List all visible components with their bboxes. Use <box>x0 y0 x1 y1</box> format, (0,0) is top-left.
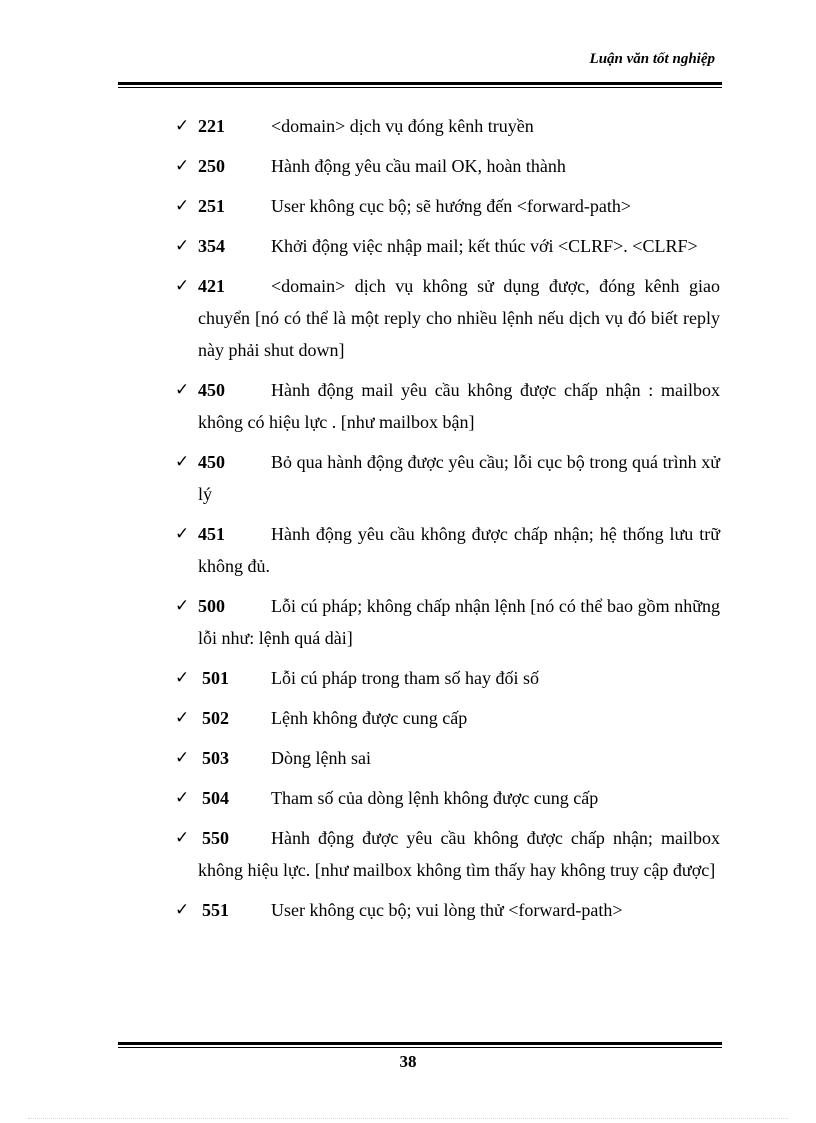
reply-code-entry <box>175 270 720 366</box>
reply-code: 450 <box>198 452 225 472</box>
checkmark-icon: ✓ <box>175 668 190 688</box>
checkmark-icon: ✓ <box>175 748 190 768</box>
checkmark-icon: ✓ <box>175 524 190 544</box>
reply-code-entry <box>175 662 720 694</box>
reply-code-description: <domain> dịch vụ không sử dụng được, đóng kênh giao chuyển [nó có thể là một reply cho nhiều lệnh nếu dịch vụ đó biết reply này phải shut down] <box>198 276 720 360</box>
reply-code-description: Lỗi cú pháp; không chấp nhận lệnh [nó có thể bao gồm những lỗi như: lệnh quá dài] <box>198 596 720 648</box>
reply-code-entry <box>175 702 720 734</box>
checkmark-icon: ✓ <box>175 596 190 616</box>
reply-code-description: Hành động yêu cầu mail OK, hoàn thành <box>271 156 566 176</box>
reply-code-description: Hành động được yêu cầu không được chấp nhận; mailbox không hiệu lực. [như mailbox không tìm thấy hay không truy cập được] <box>198 828 720 880</box>
reply-code: 504 <box>202 788 229 808</box>
reply-code-entry <box>175 782 720 814</box>
reply-code: 450 <box>198 380 225 400</box>
checkmark-icon: ✓ <box>175 116 190 136</box>
reply-code-entry <box>175 230 720 262</box>
reply-code-entry <box>175 822 720 886</box>
reply-code-entry <box>175 590 720 654</box>
checkmark-icon: ✓ <box>175 900 190 920</box>
reply-code-entry <box>175 518 720 582</box>
reply-code-description: Hành động mail yêu cầu không được chấp nhận : mailbox không có hiệu lực . [như mailbox bận] <box>198 380 720 432</box>
page-bottom-edge <box>28 1118 788 1119</box>
reply-code: 503 <box>202 748 229 768</box>
header-rule-thick <box>118 82 722 85</box>
reply-code-description: User không cục bộ; sẽ hướng đến <forward-path> <box>271 196 631 216</box>
reply-code-description: <domain> dịch vụ đóng kênh truyền <box>271 116 534 136</box>
reply-code-entry <box>175 742 720 774</box>
reply-code-description: Lệnh không được cung cấp <box>271 708 468 728</box>
reply-code-description: Lỗi cú pháp trong tham số hay đối số <box>271 668 539 688</box>
reply-code: 451 <box>198 524 225 544</box>
reply-code-list <box>175 110 720 934</box>
reply-code-entry <box>175 446 720 510</box>
checkmark-icon: ✓ <box>175 236 190 256</box>
reply-code-entry <box>175 190 720 222</box>
reply-code: 251 <box>198 196 225 216</box>
reply-code-description: Bỏ qua hành động được yêu cầu; lỗi cục bộ trong quá trình xử lý <box>198 452 720 504</box>
reply-code-entry <box>175 894 720 926</box>
checkmark-icon: ✓ <box>175 196 190 216</box>
checkmark-icon: ✓ <box>175 828 190 848</box>
reply-code-entry <box>175 374 720 438</box>
checkmark-icon: ✓ <box>175 276 190 296</box>
reply-code-description: Khởi động việc nhập mail; kết thúc với <CLRF>. <CLRF> <box>271 236 698 256</box>
checkmark-icon: ✓ <box>175 380 190 400</box>
checkmark-icon: ✓ <box>175 156 190 176</box>
reply-code-description: Dòng lệnh sai <box>271 748 371 768</box>
reply-code: 502 <box>202 708 229 728</box>
reply-code: 500 <box>198 596 225 616</box>
footer-rule-thin <box>118 1047 722 1048</box>
reply-code: 501 <box>202 668 229 688</box>
checkmark-icon: ✓ <box>175 708 190 728</box>
footer-rule-thick <box>118 1042 722 1045</box>
reply-code-description: Hành động yêu cầu không được chấp nhận; hệ thống lưu trữ không đủ. <box>198 524 720 576</box>
reply-code: 550 <box>202 828 229 848</box>
page-number: 38 <box>399 1052 417 1071</box>
reply-code-entry <box>175 150 720 182</box>
checkmark-icon: ✓ <box>175 452 190 472</box>
reply-code-description: Tham số của dòng lệnh không được cung cấp <box>271 788 599 808</box>
reply-code-entry <box>175 110 720 142</box>
reply-code: 221 <box>198 116 225 136</box>
checkmark-icon: ✓ <box>175 788 190 808</box>
reply-code: 250 <box>198 156 225 176</box>
reply-code-description: User không cục bộ; vui lòng thử <forward-path> <box>271 900 623 920</box>
header-rule-thin <box>118 87 722 88</box>
reply-code: 551 <box>202 900 229 920</box>
header-title: Luận văn tốt nghiệp <box>589 51 715 67</box>
reply-code: 421 <box>198 276 225 296</box>
reply-code: 354 <box>198 236 225 256</box>
